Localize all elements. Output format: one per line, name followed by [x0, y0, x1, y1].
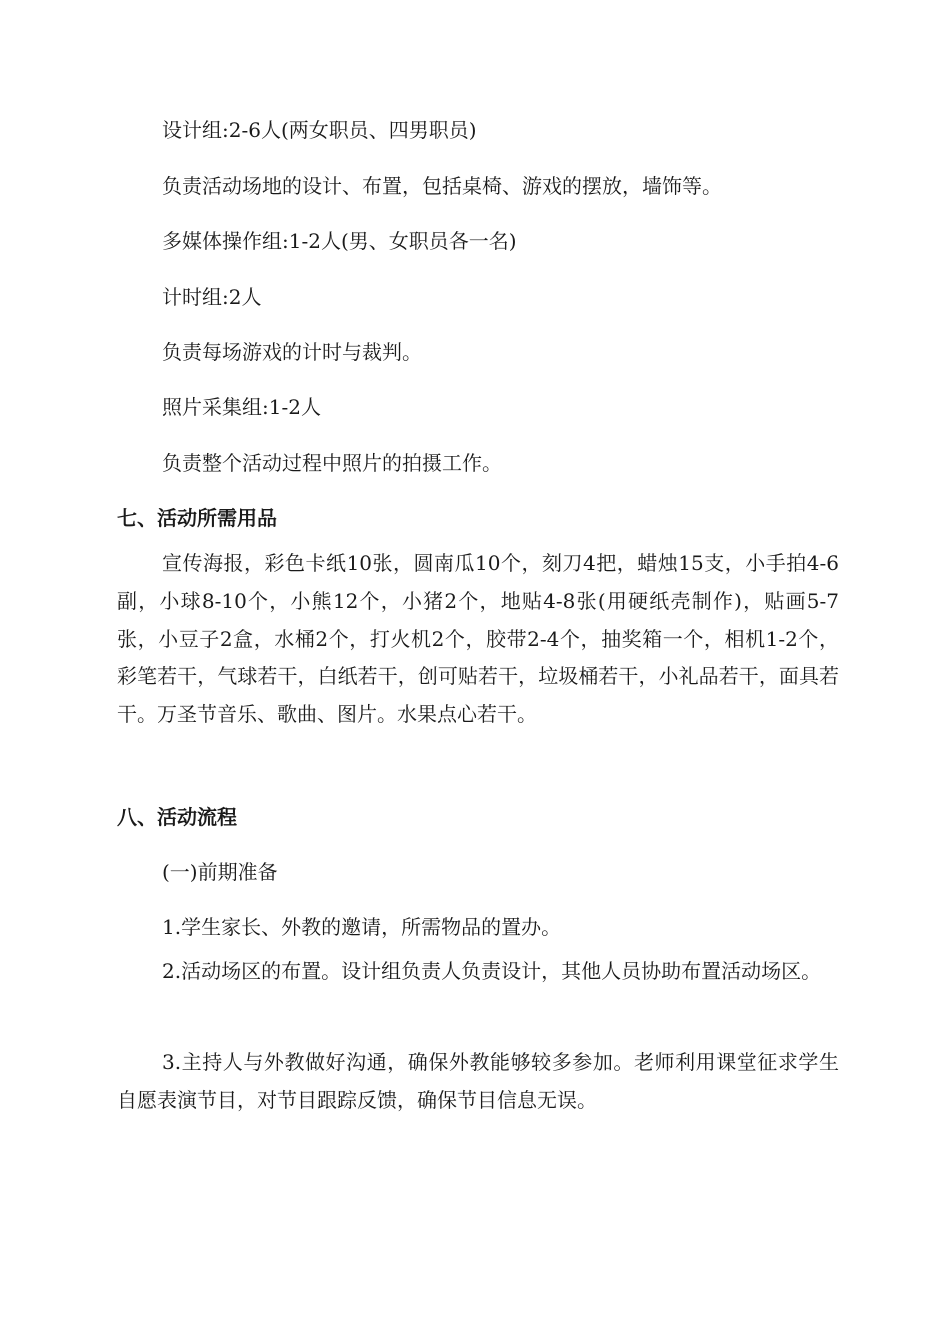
step-2-paragraph: 2.活动场区的布置。设计组负责人负责设计，其他人员协助布置活动场区。: [162, 959, 822, 983]
section-8-heading: 八、活动流程: [117, 805, 237, 829]
step-3-paragraph: 3.主持人与外教做好沟通，确保外教能够较多参加。老师利用课堂征求学生自愿表演节目，对节目跟踪反馈，确保节目信息无误。: [117, 1050, 839, 1112]
design-group-line: 设计组:2-6人(两女职员、四男职员): [162, 118, 477, 142]
design-duty-line: 负责活动场地的设计、布置，包括桌椅、游戏的摆放，墙饰等。: [162, 174, 722, 198]
photo-duty-line: 负责整个活动过程中照片的拍摄工作。: [162, 451, 502, 475]
section-7-heading: 七、活动所需用品: [117, 506, 277, 530]
timing-group-line: 计时组:2人: [162, 285, 262, 309]
supplies-paragraph: 宣传海报，彩色卡纸10张，圆南瓜10个，刻刀4把，蜡烛15支，小手拍4-6副，小球8-10个，小熊12个，小猪2个，地贴4-8张(用硬纸壳制作)，贴画5-7张，小豆子2盒，水桶2个，打火机2个，胶带2-4个，抽奖箱一个，相机1-2个，彩笔若干，气球若干，白纸若干，创可贴若干，垃圾桶若干，小礼品若干，面具若干。万圣节音乐、歌曲、图片。水果点心若干。: [117, 551, 839, 727]
timing-duty-line: 负责每场游戏的计时与裁判。: [162, 340, 422, 364]
prep-subheading: (一)前期准备: [162, 860, 278, 884]
photo-group-line: 照片采集组:1-2人: [162, 395, 321, 419]
media-group-line: 多媒体操作组:1-2人(男、女职员各一名): [162, 229, 517, 253]
step-1-line: 1.学生家长、外教的邀请，所需物品的置办。: [162, 915, 562, 939]
